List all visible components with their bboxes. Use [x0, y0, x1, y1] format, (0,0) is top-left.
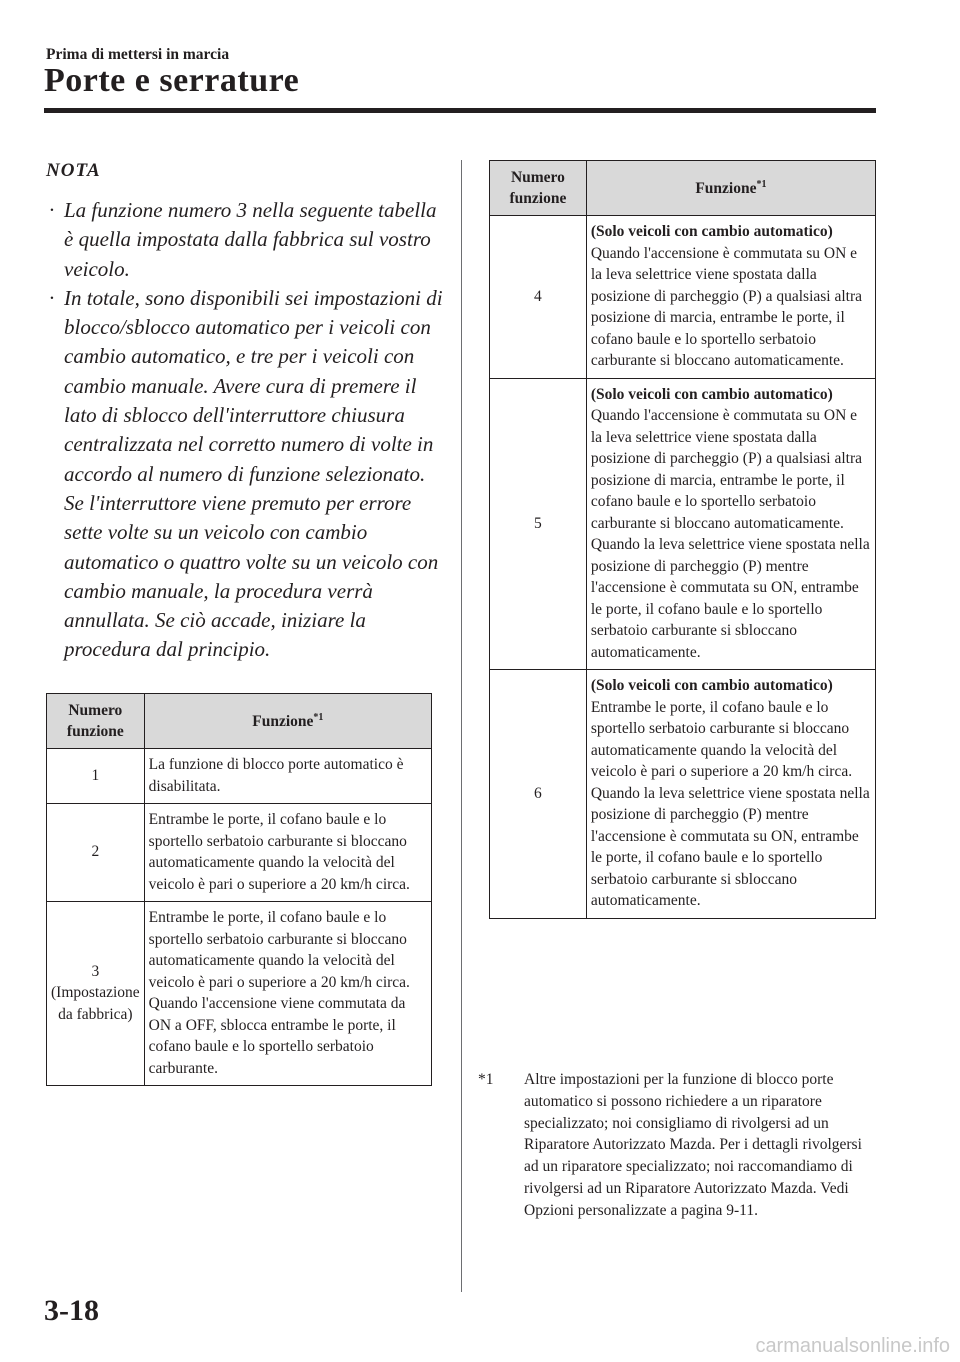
- table-row: [47, 902, 432, 1086]
- function-number: 1: [47, 749, 145, 804]
- function-description: [586, 216, 875, 379]
- table-row: [490, 378, 876, 670]
- footnote-ref: *1: [313, 711, 324, 723]
- section-label: Prima di mettersi in marcia: [46, 46, 230, 63]
- function-text: Quando l'accensione è commutata su ON e la leva selettrice viene spostata dalla posizione di parcheggio (P) a qualsiasi altra posizione di marcia, entrambe le porte, il cofano baule e lo sportello serbatoio carburante si bloccano automaticamente.: [590, 244, 863, 369]
- function-number: 5: [490, 378, 587, 670]
- header-rule: [44, 108, 876, 113]
- footnote-text: Altre impostazioni per la funzione di blocco porte automatico si possono richiedere a un riparatore specializzato; noi consigliamo di rivolgersi ad un Riparatore Autorizzato Mazda. Per i dettagli rivolgersi ad un riparatore specializzato; noi raccomandiamo di rivolgersi ad un Riparatore Autorizzato Mazda. Vedi Opzioni personalizzate a pagina 9-11.: [524, 1071, 862, 1219]
- function-number: 4: [490, 216, 587, 379]
- footnote-ref: *1: [756, 178, 767, 190]
- bullet-dot-icon: ·: [49, 285, 55, 310]
- footnote-mark: *1: [478, 1071, 494, 1088]
- function-description: La funzione di blocco porte automatico è disabilitata.: [144, 749, 431, 804]
- function-table-left: [46, 693, 432, 1086]
- note-bullet-text: In totale, sono disponibili sei impostazioni di blocco/sblocco automatico per i veicoli con cambio automatico, e tre per i veicoli con cambio manuale. Avere cura di premere il lato di sblocco dell'interruttore chiusura centralizzata nel corretto numero di volte in accordo al numero di funzione selezionato. Se l'interruttore viene premuto per errore sette volte su un veicolo con cambio automatico o quattro volte su un veicolo con cambio manuale, la procedura verrà annullata. Se ciò accade, iniziare la procedura dal principio.: [64, 285, 443, 662]
- footnote: [478, 1069, 868, 1222]
- function-description: [586, 378, 875, 670]
- col-header-function: [144, 694, 431, 749]
- col-header-function-label: Funzione: [695, 179, 757, 197]
- watermark: carmanualsonline.info: [755, 1335, 950, 1357]
- col-header-function-label: Funzione: [252, 712, 314, 730]
- column-divider: [461, 160, 462, 1292]
- col-header-number: Numero funzione: [47, 694, 145, 749]
- function-description: Entrambe le porte, il cofano baule e lo sportello serbatoio carburante si bloccano automaticamente quando la velocità del veicolo è pari o superiore a 20 km/h circa. Quando l'accensione viene commutata da ON a OFF, sblocca entrambe le porte, il cofano baule e lo sportello serbatoio carburante.: [144, 902, 431, 1086]
- table-header-row: [490, 161, 876, 216]
- function-condition: (Solo veicoli con cambio automatico): [590, 223, 833, 240]
- note-bullet: [46, 284, 446, 665]
- table-row: [47, 749, 432, 804]
- table-row: [490, 670, 876, 919]
- bullet-dot-icon: ·: [49, 198, 55, 222]
- note-bullet: [46, 196, 446, 284]
- function-number: 3 (Impostazione da fabbrica): [47, 902, 145, 1086]
- function-condition: (Solo veicoli con cambio automatico): [590, 677, 833, 694]
- function-condition: (Solo veicoli con cambio automatico): [590, 385, 833, 403]
- note-box: [46, 160, 446, 665]
- function-number: 2: [47, 804, 145, 902]
- function-number: 6: [490, 670, 587, 919]
- function-table-right: [489, 160, 876, 919]
- note-bullet-text: La funzione numero 3 nella seguente tabella è quella impostata dalla fabbrica sul vostro veicolo.: [64, 198, 437, 281]
- table-row: [490, 216, 876, 379]
- function-text: Entrambe le porte, il cofano baule e lo sportello serbatoio carburante si bloccano automaticamente quando la velocità del veicolo è pari o superiore a 20 km/h circa. Quando la leva selettrice viene spostata nella posizione di parcheggio (P) mentre l'accensione è commutata su ON, entrambe le porte, il cofano baule e lo sportello serbatoio carburante si sbloccano automaticamente.: [590, 698, 870, 909]
- function-text: Quando l'accensione è commutata su ON e la leva selettrice viene spostata dalla posizione di parcheggio (P) a qualsiasi altra posizione di marcia, entrambe le porte, il cofano baule e lo sportello serbatoio carburante si bloccano automaticamente. Quando la leva selettrice viene spostata nella posizione di parcheggio (P) mentre l'accensione è commutata su ON, entrambe le porte, il cofano baule e lo sportello serbatoio carburante si sbloccano automaticamente.: [590, 407, 870, 661]
- function-description: Entrambe le porte, il cofano baule e lo sportello serbatoio carburante si bloccano automaticamente quando la velocità del veicolo è pari o superiore a 20 km/h circa.: [144, 804, 431, 902]
- note-title: NOTA: [46, 160, 101, 181]
- table-header-row: [47, 694, 432, 749]
- table-row: [47, 804, 432, 902]
- col-header-number: Numero funzione: [490, 161, 587, 216]
- col-header-function: [586, 161, 875, 216]
- page-title: Porte e serrature: [44, 62, 300, 99]
- note-list: [46, 196, 446, 665]
- page-number: 3-18: [44, 1294, 99, 1327]
- function-description: [586, 670, 875, 919]
